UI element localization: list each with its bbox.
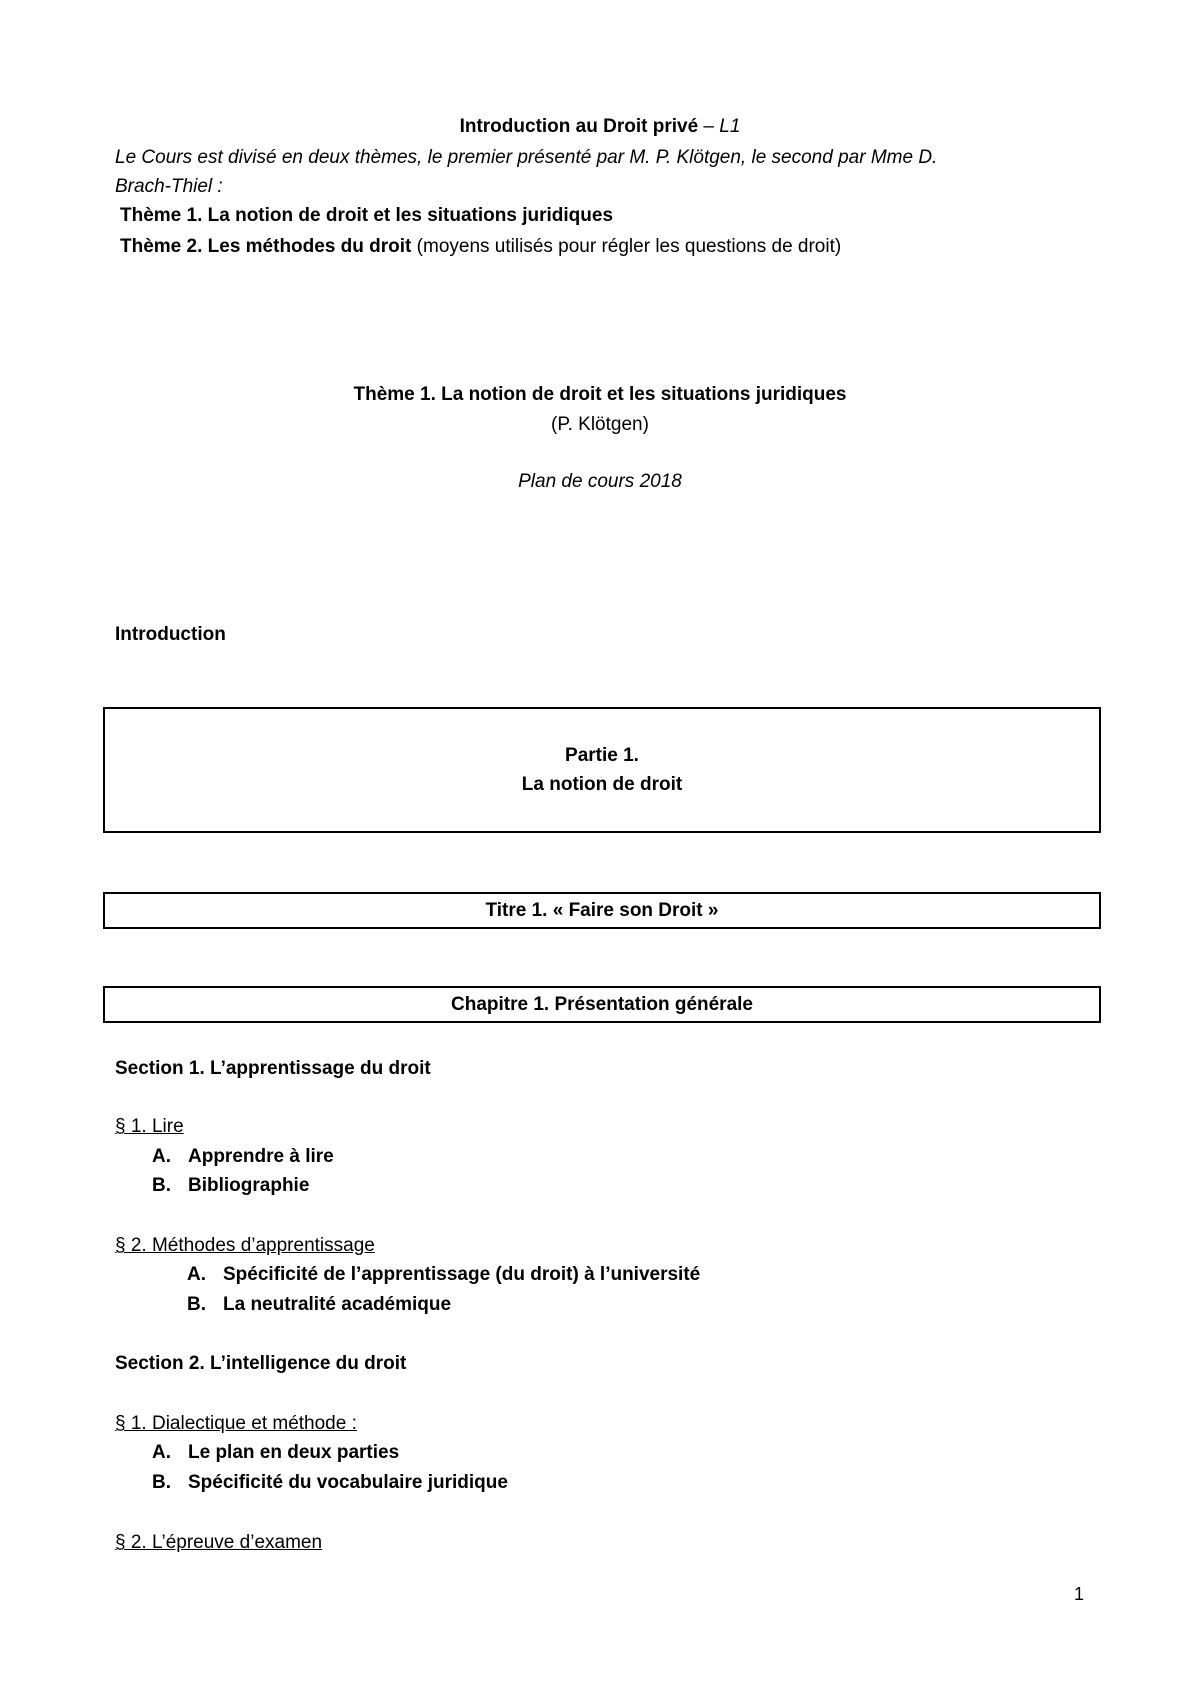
list-item bbox=[152, 1442, 399, 1464]
theme-heading: Thème 1. La notion de droit et les situations juridiques bbox=[353, 384, 847, 405]
partie-number: Partie 1. bbox=[565, 745, 639, 766]
theme-2-label: Thème 2. Les méthodes du droit bbox=[120, 236, 412, 257]
list-letter: A. bbox=[152, 1442, 171, 1463]
list-text: Le plan en deux parties bbox=[188, 1442, 400, 1463]
section-2-heading: Section 2. L’intelligence du droit bbox=[115, 1353, 407, 1374]
titre-box: Titre 1. « Faire son Droit » bbox=[103, 892, 1101, 929]
title-main: Introduction au Droit privé bbox=[459, 116, 699, 137]
list-text: Spécificité du vocabulaire juridique bbox=[188, 1472, 508, 1493]
section-2-paragraph-2-heading: § 2. L’épreuve d’examen bbox=[115, 1532, 323, 1553]
list-letter: A. bbox=[187, 1264, 206, 1285]
list-letter: B. bbox=[152, 1472, 171, 1493]
list-item bbox=[152, 1175, 309, 1197]
document-title bbox=[0, 116, 1200, 138]
title-separator: – bbox=[698, 116, 720, 137]
list-item bbox=[187, 1294, 451, 1316]
title-level: L1 bbox=[719, 116, 741, 137]
section-2-paragraph-1-heading: § 1. Dialectique et méthode : bbox=[115, 1413, 357, 1434]
section-1-heading: Section 1. L’apprentissage du droit bbox=[115, 1058, 431, 1079]
list-item bbox=[152, 1146, 334, 1168]
introduction-heading: Introduction bbox=[115, 624, 226, 645]
theme-author: (P. Klötgen) bbox=[551, 414, 649, 435]
section-1-paragraph-1-heading: § 1. Lire bbox=[115, 1116, 184, 1137]
list-text: La neutralité académique bbox=[223, 1294, 452, 1315]
list-letter: B. bbox=[152, 1175, 171, 1196]
intro-line-1: Le Cours est divisé en deux thèmes, le premier présenté par M. P. Klötgen, le second par Mme D. bbox=[115, 147, 938, 168]
partie-box bbox=[103, 707, 1101, 833]
section-1-paragraph-2-heading: § 2. Méthodes d’apprentissage bbox=[115, 1235, 375, 1256]
theme-1-line: Thème 1. La notion de droit et les situations juridiques bbox=[120, 205, 614, 226]
theme-2-description: (moyens utilisés pour régler les questions de droit) bbox=[411, 236, 842, 257]
partie-title: La notion de droit bbox=[521, 774, 683, 795]
list-text: Spécificité de l’apprentissage (du droit) à l’université bbox=[223, 1264, 701, 1285]
chapitre-box: Chapitre 1. Présentation générale bbox=[103, 986, 1101, 1023]
list-item bbox=[152, 1472, 508, 1494]
list-text: Apprendre à lire bbox=[188, 1146, 334, 1167]
page-number: 1 bbox=[1074, 1584, 1085, 1604]
list-item bbox=[187, 1264, 700, 1286]
theme-2-line bbox=[120, 236, 841, 258]
list-text: Bibliographie bbox=[188, 1175, 310, 1196]
plan-subtitle: Plan de cours 2018 bbox=[518, 471, 682, 492]
list-letter: A. bbox=[152, 1146, 171, 1167]
intro-line-2: Brach-Thiel : bbox=[115, 176, 223, 197]
list-letter: B. bbox=[187, 1294, 206, 1315]
